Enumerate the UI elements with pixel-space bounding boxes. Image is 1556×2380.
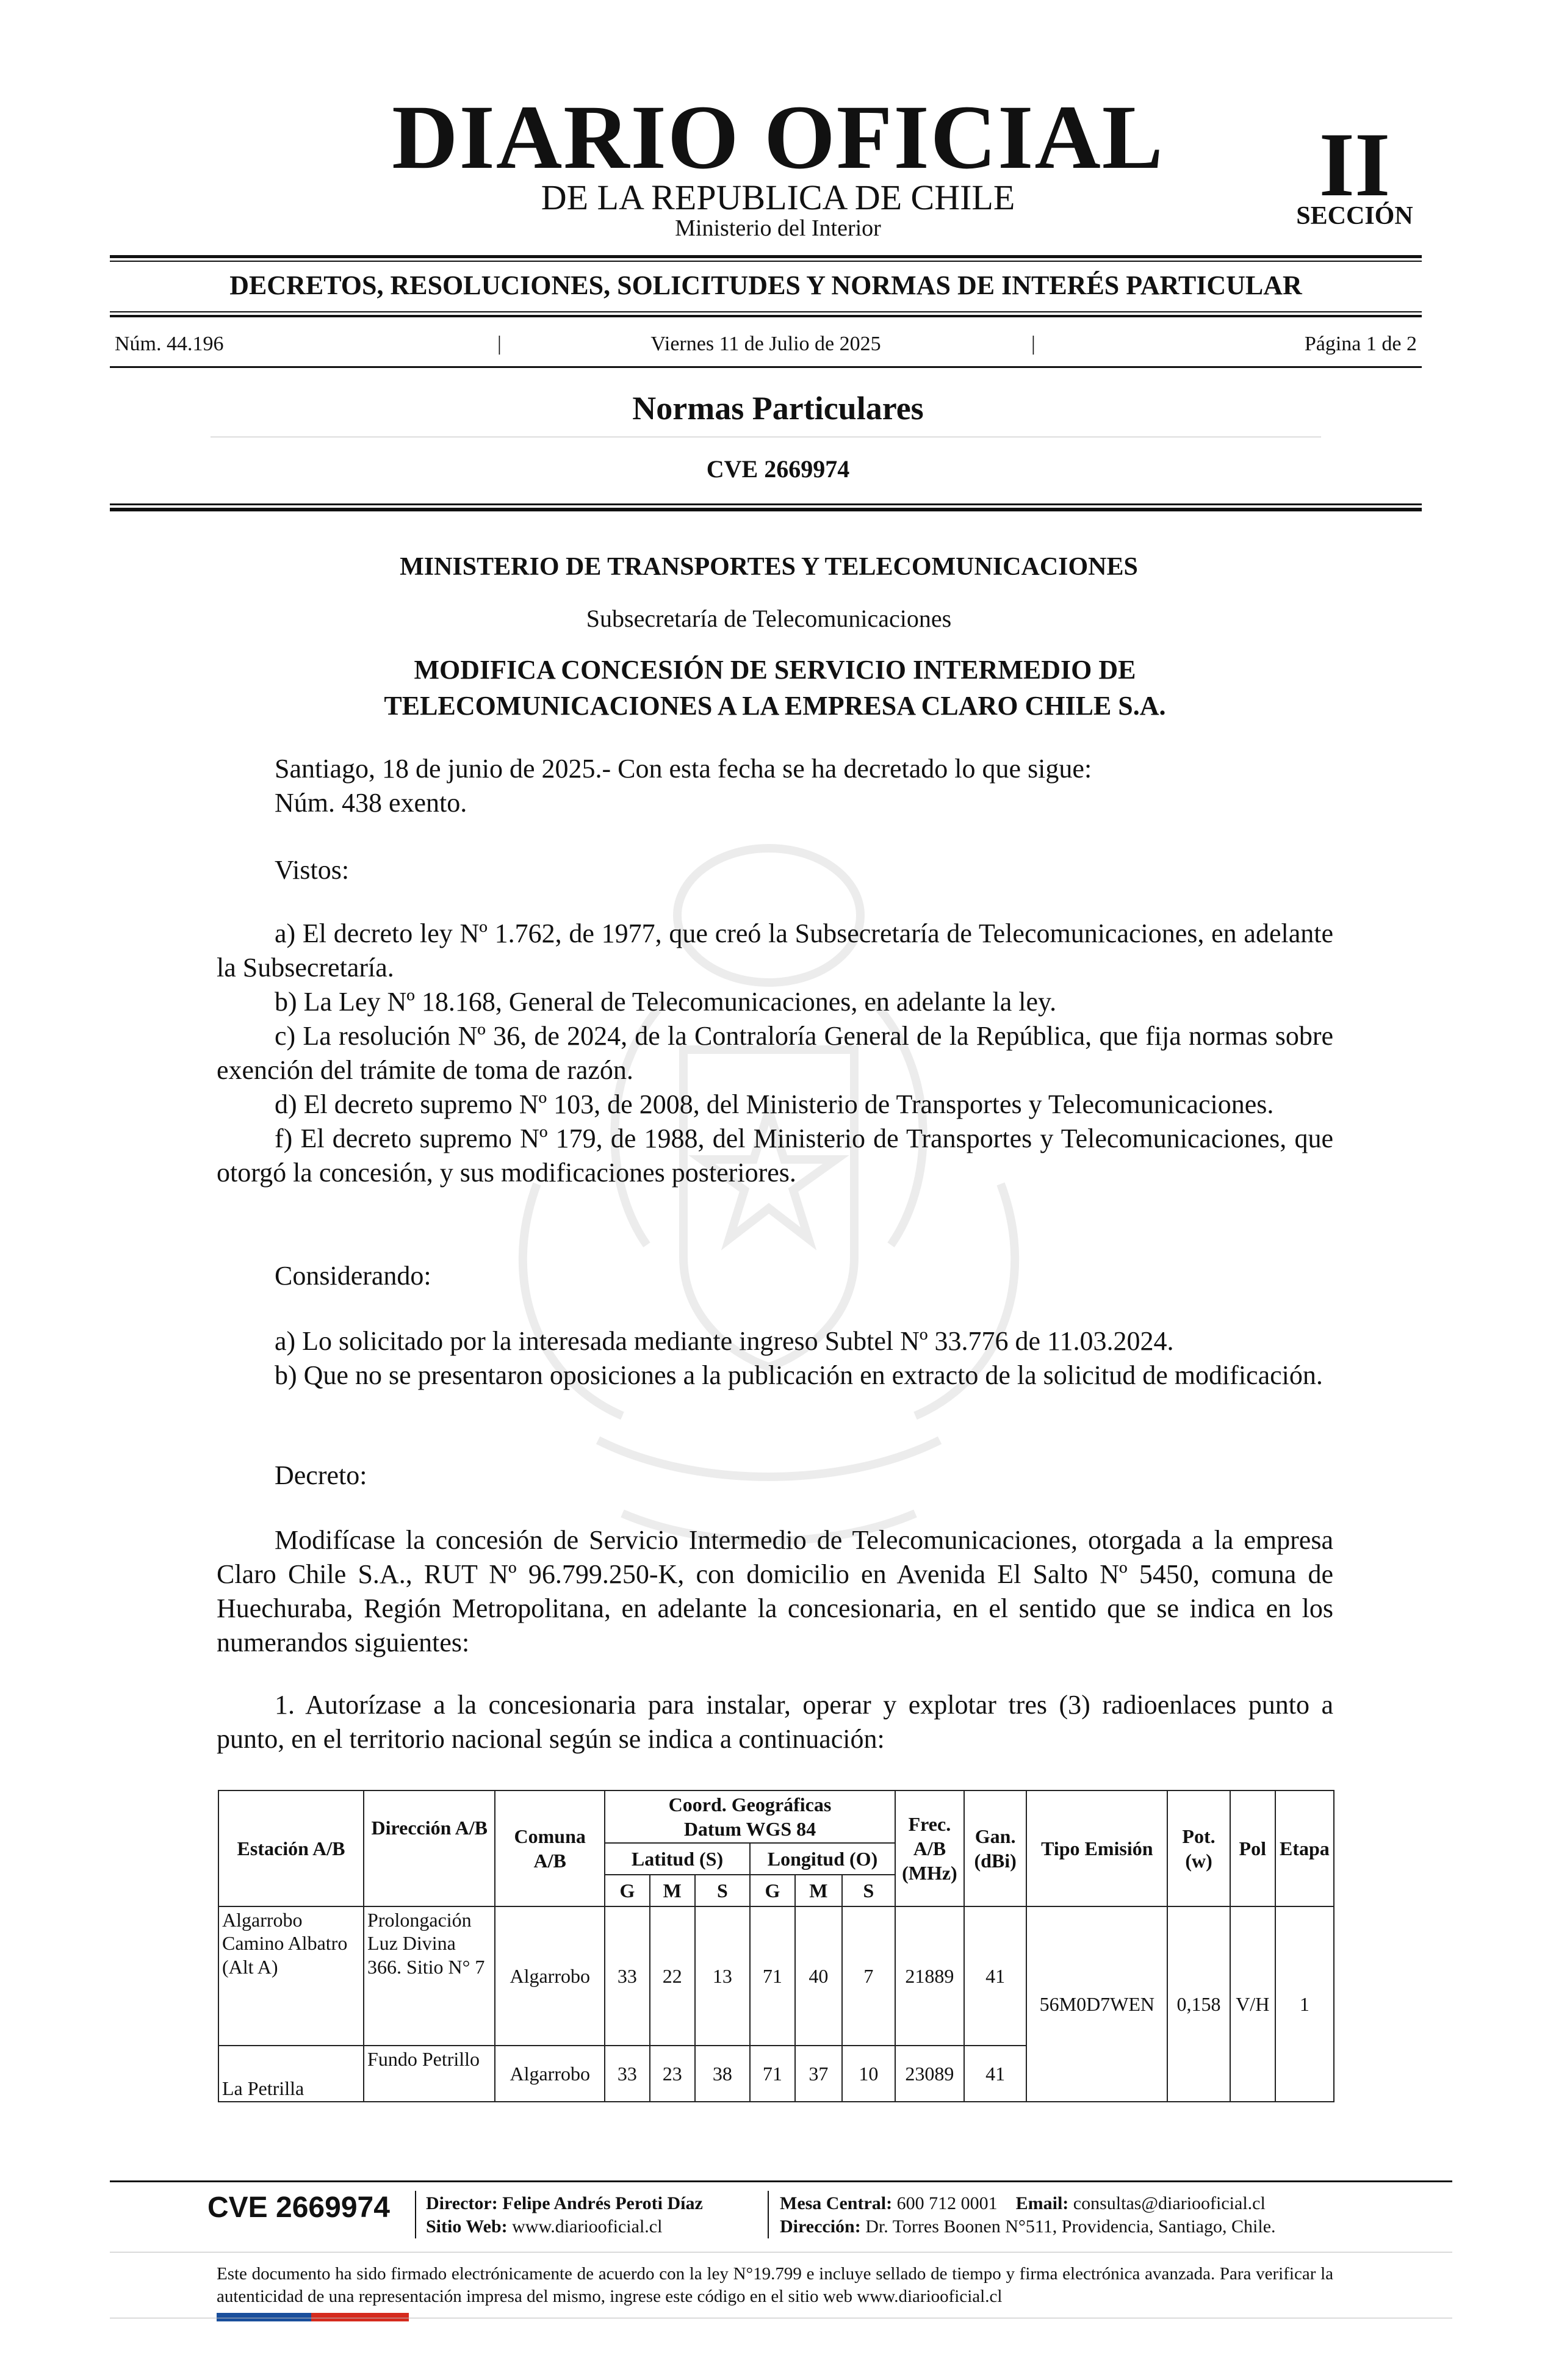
cell-comuna: Algarrobo	[495, 1906, 605, 2046]
item-1-paragraph: 1. Autorízase a la concesionaria para instalar, operar y explotar tres (3) radioenlaces punto a punto, en el territorio nacional según se indica a continuación:	[217, 1690, 1333, 1754]
flag-stripe-red	[311, 2313, 409, 2321]
section-label: SECCIÓN	[1296, 202, 1413, 230]
info-separator: |	[1031, 333, 1036, 355]
mesa-label: Mesa Central:	[780, 2193, 893, 2213]
web-link[interactable]: www.diariooficial.cl	[512, 2216, 663, 2237]
footer-cve: CVE 2669974	[207, 2191, 390, 2224]
cell-lon-m: 40	[795, 1906, 842, 2046]
cell-frecuencia: 23089	[895, 2046, 964, 2102]
col-header-frecuencia: Frec. A/B (MHz)	[895, 1790, 964, 1906]
section-number: II	[1319, 114, 1391, 215]
cell-ganancia: 41	[964, 1906, 1027, 2046]
cell-lon-g: 71	[750, 1906, 795, 2046]
document-title	[0, 652, 1550, 724]
considerando-list	[217, 1324, 1333, 1393]
vistos-item: d) El decreto supremo Nº 103, de 2008, del Ministerio de Transportes y Telecomunicaciones.	[275, 1089, 1274, 1119]
cell-lon-s: 7	[842, 1906, 895, 2046]
cell-lat-s: 13	[695, 1906, 750, 2046]
col-header-pol: Pol	[1230, 1790, 1275, 1906]
masthead-subtitle: DE LA REPUBLICA DE CHILE	[541, 178, 1015, 217]
radio-links-table	[218, 1790, 1334, 2102]
cve-code: CVE 2669974	[706, 455, 850, 483]
issue-number: Núm. 44.196	[115, 333, 224, 355]
cell-lat-g: 33	[605, 2046, 650, 2102]
footer-contact-block	[780, 2192, 1276, 2238]
banner-rule	[110, 311, 1422, 312]
vistos-heading: Vistos:	[275, 855, 350, 885]
col-header-lon-m: M	[795, 1875, 842, 1906]
cell-lon-m: 37	[795, 2046, 842, 2102]
cell-ganancia: 41	[964, 2046, 1027, 2102]
cell-lat-m: 23	[650, 2046, 695, 2102]
masthead-title: DIARIO OFICIAL	[392, 87, 1164, 188]
col-header-tipo-emision: Tipo Emisión	[1026, 1790, 1167, 1906]
vistos-item: a) El decreto ley Nº 1.762, de 1977, que creó la Subsecretaría de Telecomunicaciones, en adelante la Subsecretaría.	[217, 918, 1333, 983]
header-rule	[110, 255, 1422, 258]
decree-number: Núm. 438 exento.	[275, 788, 467, 818]
director-label: Director:	[426, 2193, 498, 2213]
cell-direccion: Fundo Petrillo	[364, 2046, 495, 2102]
cell-frecuencia: 21889	[895, 1906, 964, 2046]
cell-lat-s: 38	[695, 2046, 750, 2102]
cve-rule-thick	[110, 508, 1422, 511]
col-header-etapa: Etapa	[1275, 1790, 1334, 1906]
mesa-phone: 600 712 0001	[896, 2193, 998, 2213]
email-label: Email:	[1015, 2193, 1069, 2213]
footer-divider	[768, 2191, 769, 2238]
col-header-lat-s: S	[695, 1875, 750, 1906]
col-header-potencia: Pot. (w)	[1167, 1790, 1230, 1906]
col-header-ganancia: Gan. (dBi)	[964, 1790, 1027, 1906]
col-header-lon-g: G	[750, 1875, 795, 1906]
category-heading: Normas Particulares	[632, 390, 924, 427]
considerando-heading: Considerando:	[275, 1261, 431, 1291]
category-rule	[211, 436, 1321, 438]
email-link[interactable]: consultas@diariooficial.cl	[1073, 2193, 1266, 2213]
table-row	[218, 1906, 1334, 2046]
col-header-longitud: Longitud (O)	[750, 1843, 895, 1875]
address: Dr. Torres Boonen N°511, Providencia, Santiago, Chile.	[865, 2216, 1276, 2237]
vistos-item: f) El decreto supremo Nº 179, de 1988, del Ministerio de Transportes y Telecomunicaciones, que otorgó la concesión, y sus modificaciones posteriores.	[217, 1123, 1333, 1188]
flag-stripe-blue	[217, 2313, 311, 2321]
considerando-item: b) Que no se presentaron oposiciones a la publicación en extracto de la solicitud de modificación.	[275, 1360, 1323, 1390]
cell-potencia: 0,158	[1167, 1906, 1230, 2102]
cell-etapa: 1	[1275, 1906, 1334, 2102]
address-label: Dirección:	[780, 2216, 861, 2237]
col-header-estacion: Estación A/B	[218, 1790, 364, 1906]
cell-lon-g: 71	[750, 2046, 795, 2102]
cve-rule	[110, 503, 1422, 505]
banner-rule-thick	[110, 315, 1422, 317]
cell-comuna: Algarrobo	[495, 2046, 605, 2102]
footer-director-block	[426, 2192, 703, 2238]
footer-divider	[415, 2191, 416, 2238]
info-separator: |	[497, 333, 502, 355]
col-header-latitud: Latitud (S)	[605, 1843, 750, 1875]
info-rule	[110, 366, 1422, 368]
document-title-line: MODIFICA CONCESIÓN DE SERVICIO INTERMEDIO DE	[414, 655, 1136, 685]
intro-line: Santiago, 18 de junio de 2025.- Con esta fecha se ha decretado lo que sigue:	[275, 754, 1092, 784]
vistos-item: c) La resolución Nº 36, de 2024, de la Contraloría General de la República, que fija normas sobre exención del trámite de toma de razón.	[217, 1021, 1333, 1085]
decreto-heading: Decreto:	[275, 1460, 367, 1490]
cell-estacion: Algarrobo Camino Albatro (Alt A)	[218, 1906, 364, 2046]
vistos-item: b) La Ley Nº 18.168, General de Telecomunicaciones, en adelante la ley.	[275, 987, 1057, 1017]
col-header-comuna: Comuna A/B	[495, 1790, 605, 1906]
cell-tipo-emision: 56M0D7WEN	[1026, 1906, 1167, 2102]
signature-note: Este documento ha sido firmado electrónicamente de acuerdo con la ley N°19.799 e incluye sellado de tiempo y firma electrónica avanzada. Para verificar la autenticidad de una representación impresa del mismo, ingrese este código en el sitio web www.diariooficial.cl	[217, 2264, 1333, 2306]
issue-date: Viernes 11 de Julio de 2025	[650, 333, 881, 355]
header-rule-thin	[110, 261, 1422, 262]
cell-lon-s: 10	[842, 2046, 895, 2102]
col-header-coordinates: Coord. Geográficas Datum WGS 84	[605, 1790, 895, 1843]
document-title-line: TELECOMUNICACIONES A LA EMPRESA CLARO CHILE S.A.	[384, 691, 1166, 721]
col-header-lat-m: M	[650, 1875, 695, 1906]
cell-direccion: Prolongación Luz Divina 366. Sitio N° 7	[364, 1906, 495, 2046]
masthead-ministry: Ministerio del Interior	[675, 215, 881, 241]
cell-estacion: La Petrilla	[218, 2046, 364, 2102]
footer-rule	[110, 2180, 1452, 2182]
col-header-lon-s: S	[842, 1875, 895, 1906]
section-banner: DECRETOS, RESOLUCIONES, SOLICITUDES Y NORMAS DE INTERÉS PARTICULAR	[229, 270, 1302, 300]
cell-polarizacion: V/H	[1230, 1906, 1275, 2102]
cell-lat-g: 33	[605, 1906, 650, 2046]
web-label: Sitio Web:	[426, 2216, 508, 2237]
director-name: Felipe Andrés Peroti Díaz	[502, 2193, 703, 2213]
decreto-paragraph: Modifícase la concesión de Servicio Intermedio de Telecomunicaciones, otorgada a la empresa Claro Chile S.A., RUT Nº 96.799.250-K, con domicilio en Avenida El Salto Nº 5450, comuna de Huechuraba, Región Metropolitana, en adelante la concesionaria, en el sentido que se indica en los numerandos siguientes:	[217, 1525, 1333, 1657]
ministry-heading: MINISTERIO DE TRANSPORTES Y TELECOMUNICACIONES	[400, 553, 1138, 581]
col-header-lat-g: G	[605, 1875, 650, 1906]
vistos-list	[217, 917, 1333, 1190]
col-header-direccion: Dirección A/B	[364, 1790, 495, 1906]
considerando-item: a) Lo solicitado por la interesada mediante ingreso Subtel Nº 33.776 de 11.03.2024.	[275, 1326, 1174, 1356]
cell-lat-m: 22	[650, 1906, 695, 2046]
page-indicator: Página 1 de 2	[1304, 333, 1417, 355]
subsecretaria-heading: Subsecretaría de Telecomunicaciones	[586, 605, 952, 632]
